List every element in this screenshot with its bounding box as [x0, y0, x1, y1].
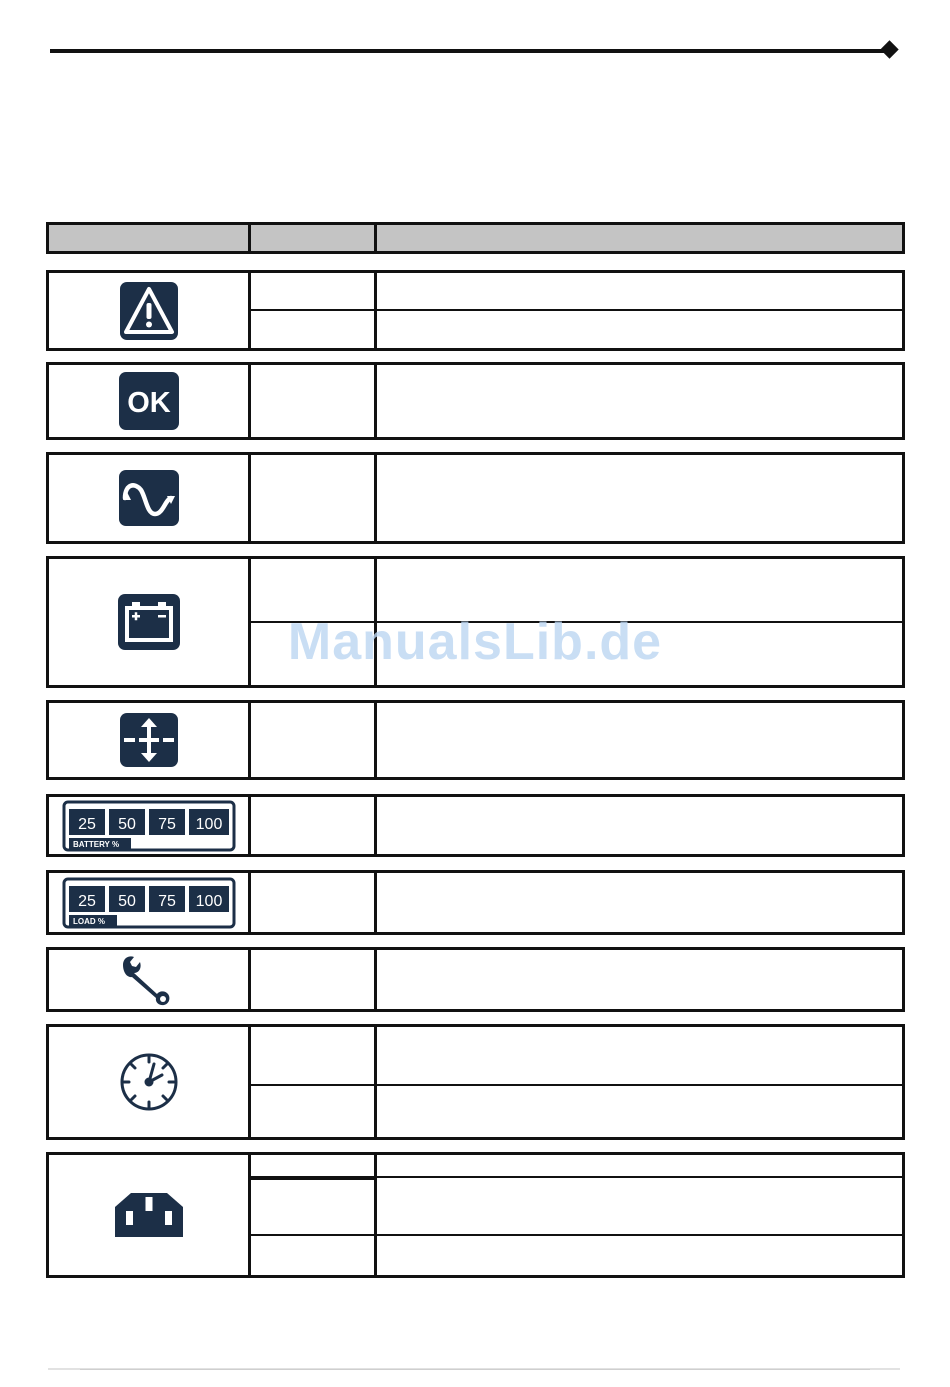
- wrench-icon: [119, 953, 179, 1007]
- table-header: [46, 222, 905, 254]
- ac-sine-wave-icon: [119, 470, 179, 526]
- meter-label: BATTERY %: [73, 839, 120, 849]
- icon-cell: [49, 703, 249, 777]
- load-level-meter-icon: [62, 877, 236, 929]
- icon-cell: [49, 950, 249, 1009]
- table-row: [46, 947, 905, 1012]
- level-label: 25: [78, 892, 96, 910]
- ok-icon: [119, 372, 179, 430]
- footer-rule-inner: [80, 1369, 870, 1370]
- bypass-arrows-icon: [120, 713, 178, 767]
- table-row: [46, 1152, 905, 1278]
- icon-cell: [49, 365, 249, 437]
- header-separator: [374, 225, 377, 251]
- meter-label: LOAD %: [73, 916, 105, 926]
- table-row: [46, 452, 905, 544]
- svg-text:OK: OK: [127, 387, 171, 419]
- icon-cell: [49, 797, 249, 854]
- icon-cell: [49, 1027, 249, 1137]
- level-label: 100: [195, 892, 223, 910]
- top-rule: [50, 49, 888, 53]
- level-label: 50: [118, 815, 136, 833]
- header-separator: [248, 225, 251, 251]
- table-row: [46, 870, 905, 935]
- icon-cell: [49, 1155, 249, 1275]
- watermark: ManualsLib.de: [287, 613, 663, 671]
- level-label: 75: [158, 815, 176, 833]
- warning-triangle-icon: [120, 282, 178, 340]
- table-row: [46, 1024, 905, 1140]
- table-row: [46, 700, 905, 780]
- table-row: [46, 794, 905, 857]
- icon-cell: [49, 455, 249, 541]
- table-row: [46, 362, 905, 440]
- rule-diamond-icon: [880, 40, 898, 58]
- level-label: 75: [158, 892, 176, 910]
- table-row: [46, 270, 905, 351]
- level-label: 50: [118, 892, 136, 910]
- level-label: 25: [78, 815, 96, 833]
- level-label: 100: [195, 815, 223, 833]
- battery-level-meter-icon: [62, 800, 236, 852]
- clock-icon: [118, 1051, 180, 1113]
- power-outlet-icon: [113, 1191, 185, 1239]
- icon-cell: [49, 273, 249, 348]
- icon-cell: [49, 873, 249, 932]
